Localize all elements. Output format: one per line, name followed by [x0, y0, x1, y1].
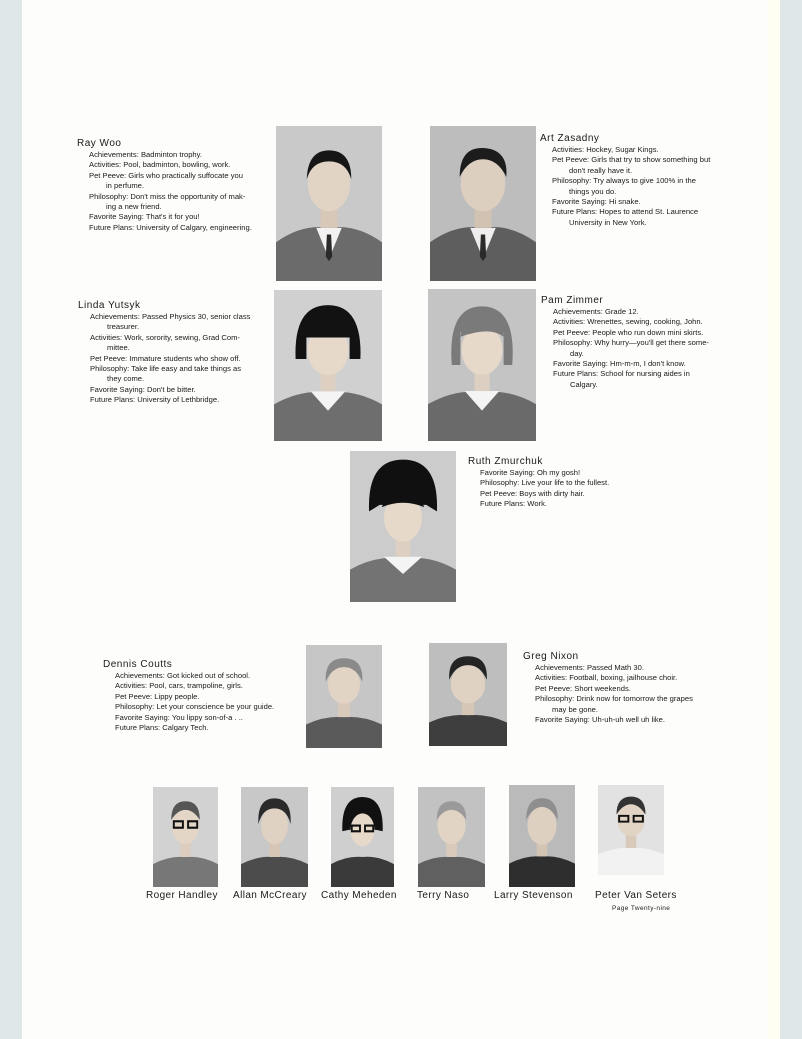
student-name: Linda Yutsyk [78, 300, 141, 311]
portrait-larry-stevenson [509, 785, 575, 887]
student-name: Art Zasadny [540, 133, 600, 144]
bio-line: Achievements: Passed Physics 30, senior class [90, 312, 251, 321]
bio-line: Pet Peeve: Girls that try to show something but [552, 155, 711, 165]
bio-line: Pet Peeve: Immature students who show off. [90, 353, 241, 363]
bio-line: Activities: Pool, badminton, bowling, work. [89, 160, 231, 170]
caption-allan-mccreary: Allan McCreary [233, 890, 307, 901]
bio-line: Activities: Work, sorority, sewing, Grad Com- [90, 332, 240, 342]
bio-line: Future Plans: University of Lethbridge. [90, 395, 220, 405]
bio-line: Activities: Wrenettes, sewing, cooking, John. [553, 317, 703, 327]
bio-art-zasadny [540, 132, 711, 228]
portrait-linda-yutsyk [274, 290, 382, 441]
portrait-roger-handley [153, 787, 218, 887]
bio-line: Favorite Saying: You lippy son-of-a . .. [115, 712, 243, 722]
bio-line: Achievements: Badminton trophy. [89, 150, 203, 159]
caption-cathy-meheden: Cathy Meheden [321, 890, 397, 901]
portrait-art-zasadny [430, 126, 536, 281]
bio-dennis-coutts [103, 658, 275, 733]
bio-line: Future Plans: School for nursing aides in [553, 369, 690, 379]
bio-line: Pet Peeve: Short weekends. [535, 683, 631, 693]
bio-line: mittee. [107, 343, 130, 353]
bio-line: Activities: Pool, cars, trampoline, girls. [115, 681, 243, 691]
page-number: Page Twenty-nine [612, 905, 671, 912]
bio-line: day. [570, 348, 584, 358]
bio-line: Future Plans: University of Calgary, engineering. [89, 222, 252, 232]
portrait-ruth-zmurchuk [350, 451, 456, 602]
bio-line: Philosophy: Let your conscience be your guide. [115, 702, 275, 712]
bio-line: Activities: Football, boxing, jailhouse choir. [535, 673, 678, 683]
student-name: Ruth Zmurchuk [468, 456, 543, 467]
student-name: Greg Nixon [523, 651, 579, 662]
bio-line: Future Plans: Hopes to attend St. Laurence [552, 207, 699, 217]
bio-line: Achievements: Passed Math 30. [535, 663, 644, 672]
page-edge [768, 0, 780, 1039]
portrait-cathy-meheden [331, 787, 394, 887]
bio-line: Calgary. [570, 379, 598, 389]
caption-terry-naso: Terry Naso [417, 890, 470, 901]
bio-line: Achievements: Got kicked out of school. [115, 671, 251, 680]
bio-line: may be gone. [552, 704, 599, 714]
student-name: Pam Zimmer [541, 295, 604, 306]
portrait-terry-naso [418, 787, 485, 887]
student-name: Dennis Coutts [103, 659, 173, 670]
bio-line: Philosophy: Don't miss the opportunity of mak- [89, 191, 246, 201]
bio-line: Philosophy: Live your life to the fullest. [480, 478, 610, 488]
bio-line: Pet Peeve: Boys with dirty hair. [480, 488, 585, 498]
bio-line: Philosophy: Why hurry—you'll get there some- [553, 338, 709, 348]
bio-line: University in New York. [569, 217, 647, 227]
bio-line: Achievements: Grade 12. [553, 307, 639, 316]
bio-pam-zimmer [541, 294, 709, 390]
bio-line: Philosophy: Take life easy and take things as [90, 364, 242, 374]
bio-line: Favorite Saying: Hm-m-m, I don't know. [553, 359, 686, 369]
bio-line: Activities: Hockey, Sugar Kings. [552, 145, 659, 154]
bio-line: Favorite Saying: That's it for you! [89, 212, 200, 222]
bio-greg-nixon [523, 650, 693, 725]
portrait-greg-nixon [429, 643, 507, 746]
caption-larry-stevenson: Larry Stevenson [494, 890, 573, 901]
bio-line: Favorite Saying: Hi snake. [552, 197, 641, 207]
bio-line: they come. [107, 374, 145, 384]
bio-linda-yutsyk [78, 299, 251, 406]
bio-line: Favorite Saying: Don't be bitter. [90, 384, 196, 394]
bio-line: Future Plans: Calgary Tech. [115, 723, 209, 733]
bio-line: Pet Peeve: Girls who practically suffocate you [89, 170, 243, 180]
bio-line: ing a new friend. [106, 202, 162, 212]
student-name: Ray Woo [77, 138, 122, 149]
bio-line: Favorite Saying: Oh my gosh! [480, 468, 581, 477]
bio-ruth-zmurchuk [468, 455, 610, 510]
bio-line: Philosophy: Drink now for tomorrow the grapes [535, 694, 693, 704]
caption-peter-van-seters: Peter Van Seters [595, 890, 677, 901]
bio-line: Future Plans: Work. [480, 499, 547, 509]
portrait-peter-van-seters [598, 785, 664, 875]
bio-line: Pet Peeve: People who run down mini skirts. [553, 327, 704, 337]
bio-ray-woo [77, 137, 252, 233]
bio-line: treasurer. [107, 322, 140, 332]
portrait-dennis-coutts [306, 645, 382, 748]
bio-line: Philosophy: Try always to give 100% in the [552, 176, 696, 186]
bio-line: don't really have it. [569, 165, 633, 175]
portrait-pam-zimmer [428, 289, 536, 441]
bio-line: in perfume. [106, 181, 144, 191]
portrait-allan-mccreary [241, 787, 308, 887]
bio-line: things you do. [569, 186, 617, 196]
bio-line: Favorite Saying: Uh-uh-uh well uh like. [535, 715, 666, 725]
caption-roger-handley: Roger Handley [146, 890, 218, 901]
bio-line: Pet Peeve: Lippy people. [115, 691, 200, 701]
portrait-ray-woo [276, 126, 382, 281]
